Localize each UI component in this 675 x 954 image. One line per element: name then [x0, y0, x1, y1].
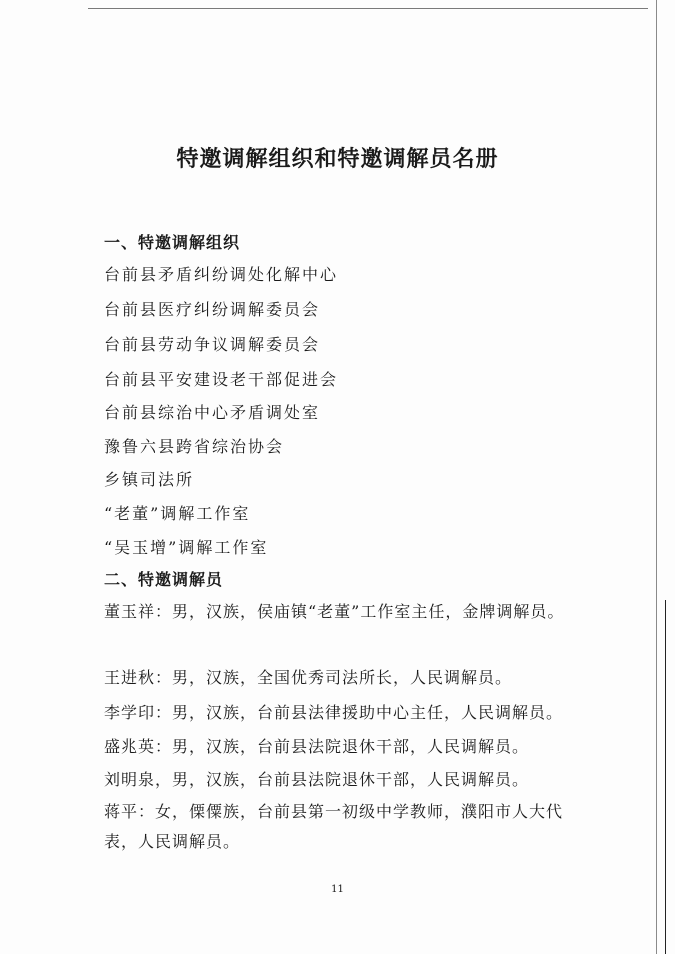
organization-item: 台前县矛盾纠纷调处化解中心	[104, 265, 339, 284]
mediator-entry: 李学印：男，汉族，台前县法律援助中心主任，人民调解员。	[104, 703, 564, 722]
scan-top-border	[88, 8, 648, 9]
mediator-entry: 王进秋：男，汉族，全国优秀司法所长，人民调解员。	[104, 668, 513, 687]
mediator-entry: 刘明泉，男，汉族，台前县法院退休干部，人民调解员。	[104, 770, 530, 789]
organization-item: 台前县平安建设老干部促进会	[104, 370, 339, 389]
scan-right-edge-dark	[665, 600, 666, 954]
organization-item: 台前县综治中心矛盾调处室	[104, 403, 321, 422]
page-number: 11	[331, 884, 344, 895]
organization-item: 豫鲁六县跨省综治协会	[104, 437, 285, 456]
section-heading-organizations: 一、特邀调解组织	[104, 233, 241, 252]
organization-item: 乡镇司法所	[104, 470, 195, 489]
document-title: 特邀调解组织和特邀调解员名册	[176, 147, 499, 172]
section-heading-mediators: 二、特邀调解员	[104, 570, 224, 589]
organization-item: “老董”调解工作室	[104, 504, 251, 523]
mediator-entry: 董玉祥：男，汉族，侯庙镇“老董”工作室主任，金牌调解员。	[104, 602, 565, 621]
organization-item: 台前县医疗纠纷调解委员会	[104, 300, 321, 319]
mediator-entry: 蒋平：女，傈僳族，台前县第一初级中学教师，濮阳市人大代表，人民调解员。	[104, 802, 564, 851]
mediator-entry: 盛兆英：男，汉族，台前县法院退休干部，人民调解员。	[104, 737, 530, 756]
organization-item: “吴玉增”调解工作室	[104, 538, 269, 557]
organization-item: 台前县劳动争议调解委员会	[104, 335, 321, 354]
